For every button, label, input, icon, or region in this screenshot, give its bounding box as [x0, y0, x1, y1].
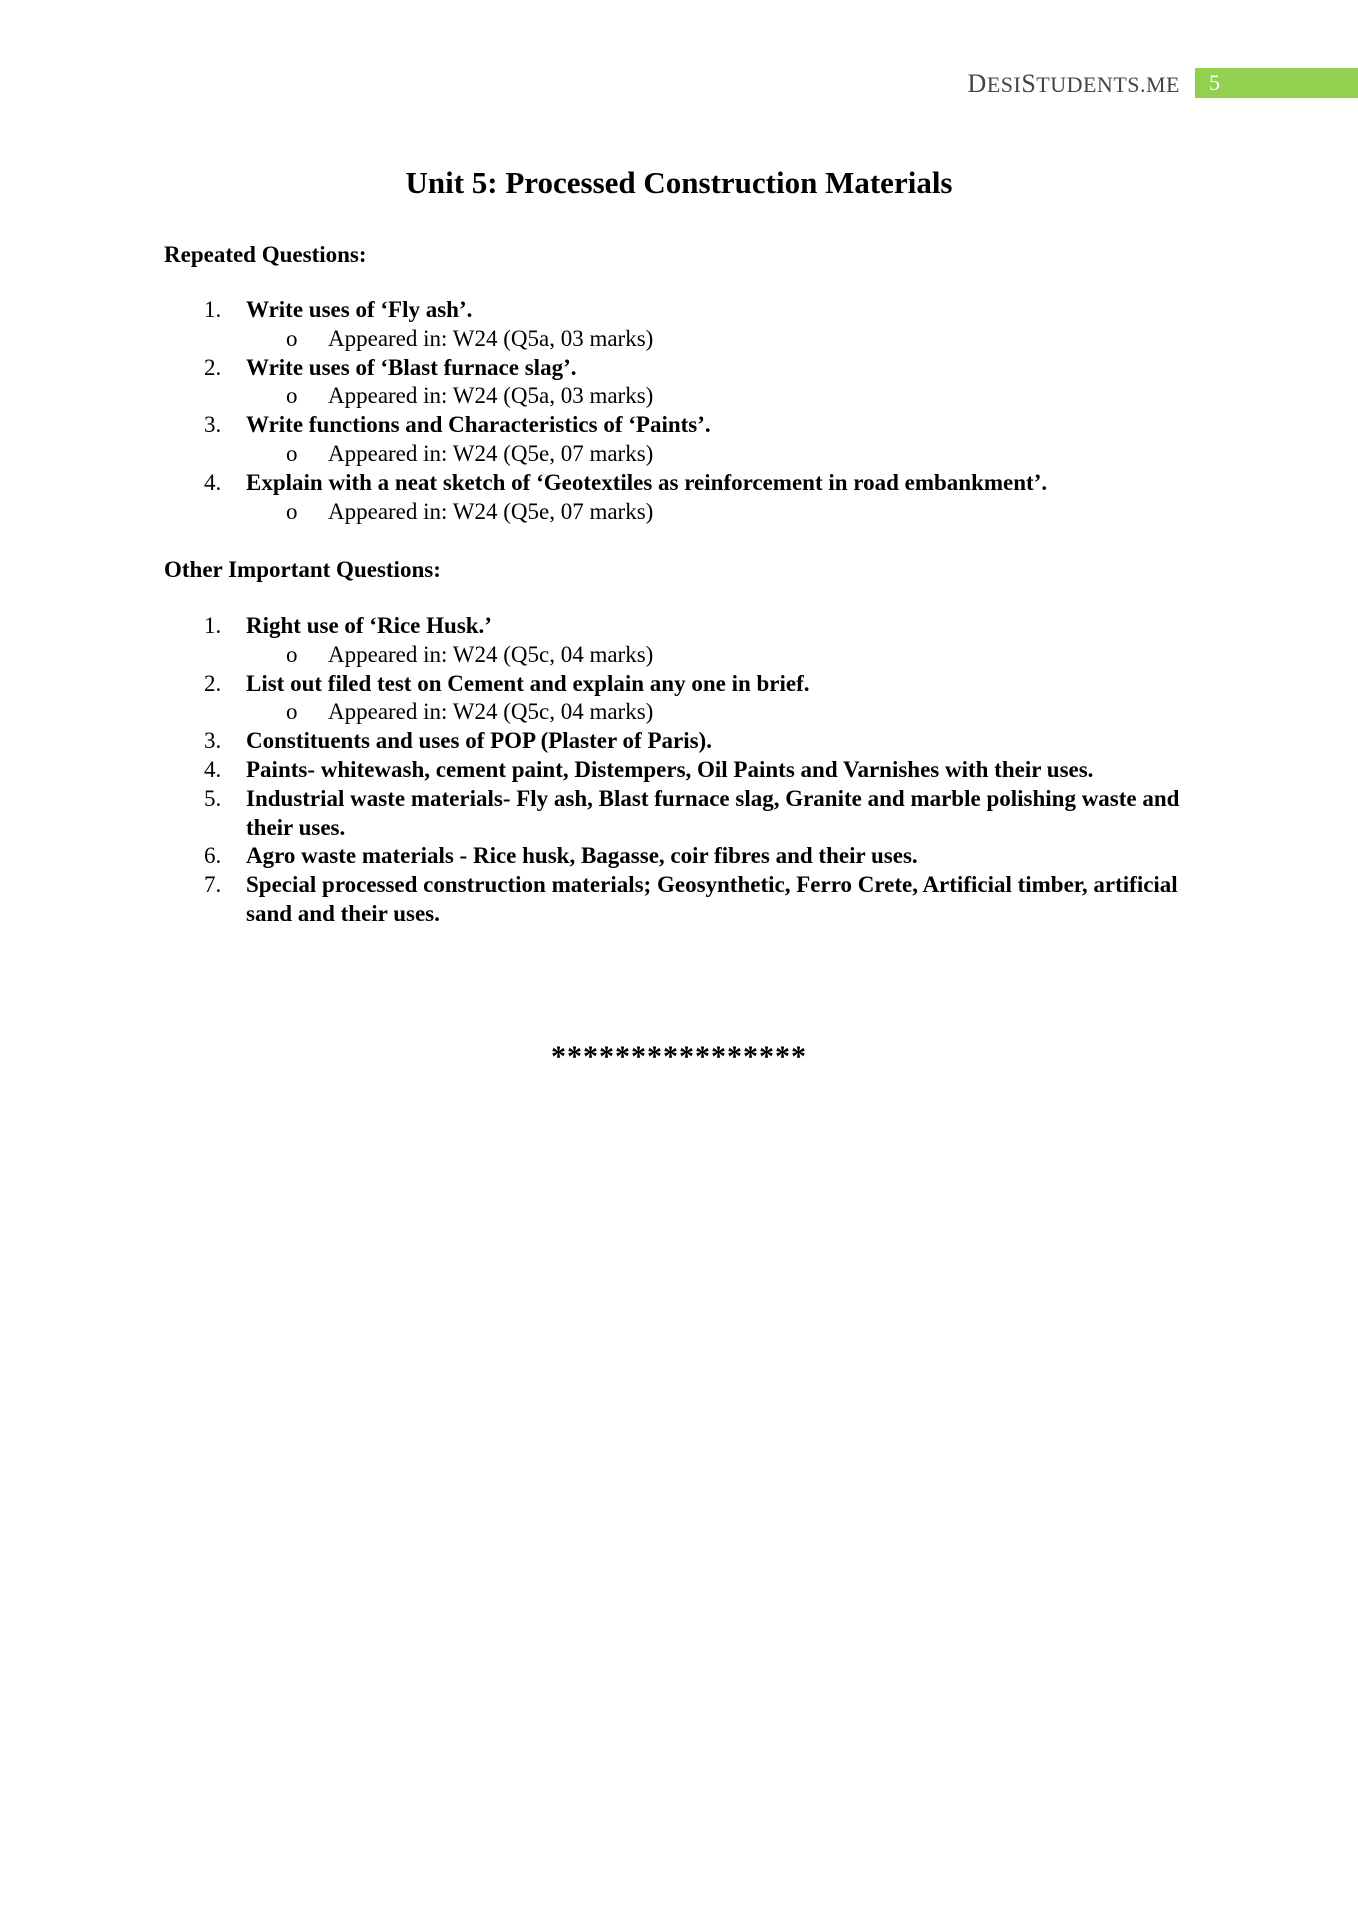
question-text: Industrial waste materials- Fly ash, Blast furnace slag, Granite and marble polishing waste and their uses. — [246, 785, 1180, 840]
item-number: 5. — [204, 785, 222, 811]
repeated-questions-heading: Repeated Questions: — [164, 242, 367, 267]
question-text: Agro waste materials - Rice husk, Bagasse, coir fibres and their uses. — [246, 843, 918, 869]
appeared-text: Appeared in: W24 (Q5c, 04 marks) — [328, 641, 654, 667]
bullet-icon: o — [286, 498, 298, 524]
item-number: 2. — [204, 354, 222, 380]
list-item — [0, 727, 1186, 756]
question-text: Right use of ‘Rice Husk.’ — [246, 613, 492, 638]
question-text: Explain with a neat sketch of ‘Geotextiles as reinforcement in road embankment’. — [246, 469, 1048, 495]
site-initial-d: D — [967, 69, 987, 98]
item-number: 4. — [204, 756, 222, 782]
page-title-text: Unit 5: Processed Construction Materials — [405, 165, 953, 200]
item-number: 1. — [204, 613, 222, 638]
list-item — [0, 756, 1186, 785]
repeated-questions-list — [0, 296, 1358, 526]
list-item — [0, 411, 1186, 440]
question-text: Write uses of ‘Blast furnace slag’. — [246, 354, 577, 380]
appeared-line — [0, 498, 1358, 527]
appeared-text: Appeared in: W24 (Q5e, 07 marks) — [328, 440, 654, 466]
list-item — [0, 296, 1186, 325]
list-item — [0, 842, 1186, 871]
site-part-esi: ESI — [986, 72, 1022, 97]
bullet-icon: o — [286, 641, 298, 667]
appeared-text: Appeared in: W24 (Q5c, 04 marks) — [328, 699, 654, 725]
appeared-text: Appeared in: W24 (Q5e, 07 marks) — [328, 498, 654, 524]
page-number-badge — [1195, 68, 1358, 98]
item-number: 7. — [204, 872, 222, 898]
appeared-text: Appeared in: W24 (Q5a, 03 marks) — [328, 383, 654, 409]
bullet-icon: o — [286, 699, 298, 725]
item-number: 6. — [204, 843, 222, 869]
appeared-line — [0, 325, 1358, 354]
item-number: 4. — [204, 469, 222, 495]
list-item — [0, 670, 1186, 699]
appeared-line — [0, 382, 1358, 411]
item-number: 2. — [204, 670, 222, 696]
question-text: Write functions and Characteristics of ‘Paints’. — [246, 412, 711, 438]
item-number: 3. — [204, 728, 222, 754]
item-number: 3. — [204, 412, 222, 438]
other-questions-list — [0, 612, 1358, 929]
appeared-line — [0, 641, 1358, 670]
list-item — [0, 354, 1186, 383]
question-text: Special processed construction materials; Geosynthetic, Ferro Crete, Artificial timber, artificial sand and their uses. — [246, 872, 1178, 926]
item-number: 1. — [204, 297, 222, 322]
site-initial-s: S — [1021, 69, 1037, 98]
list-item — [0, 785, 1186, 843]
appeared-line — [0, 440, 1358, 469]
site-part-tudents: TUDENTS. — [1036, 72, 1146, 97]
list-item — [0, 469, 1186, 498]
appeared-line — [0, 698, 1358, 727]
list-item — [0, 612, 1186, 641]
page-number: 5 — [1209, 70, 1220, 95]
page-title — [0, 162, 1358, 204]
question-text: List out filed test on Cement and explain any one in brief. — [246, 670, 810, 696]
question-text: Write uses of ‘Fly ash’. — [246, 297, 473, 322]
bullet-icon: o — [286, 440, 298, 466]
end-separator-stars: **************** — [551, 1040, 807, 1073]
site-name — [968, 70, 1180, 99]
question-text: Constituents and uses of POP (Plaster of Paris). — [246, 728, 712, 754]
question-text: Paints- whitewash, cement paint, Distempers, Oil Paints and Varnishes with their uses. — [246, 756, 1094, 782]
site-part-me: ME — [1146, 72, 1180, 97]
appeared-text: Appeared in: W24 (Q5a, 03 marks) — [328, 325, 654, 351]
bullet-icon: o — [286, 325, 298, 351]
list-item — [0, 871, 1186, 929]
other-questions-heading: Other Important Questions: — [164, 557, 441, 582]
bullet-icon: o — [286, 383, 298, 409]
